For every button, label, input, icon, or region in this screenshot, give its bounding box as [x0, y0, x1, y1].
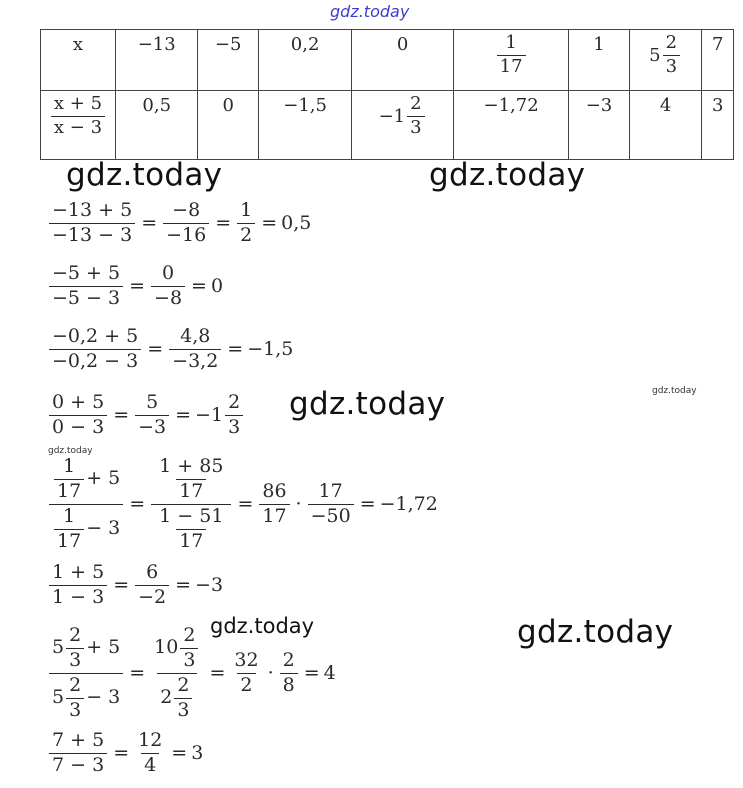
term: + 5 — [86, 467, 121, 490]
whole-part: 5 — [52, 636, 65, 659]
row-label-x: x — [41, 30, 116, 91]
numerator: x + 5 — [53, 93, 103, 114]
denominator: −50 — [308, 504, 354, 527]
numerator: 2 — [282, 648, 295, 671]
numerator: 4,8 — [180, 325, 211, 347]
table-cell: 4 — [629, 91, 702, 160]
denominator: 17 — [176, 529, 206, 552]
table-cell: 3 — [702, 91, 734, 160]
denominator: x − 3 — [51, 116, 105, 138]
whole-part: −1 — [195, 404, 224, 427]
watermark-7: gdz.today — [48, 446, 93, 456]
result: −3 — [195, 574, 224, 597]
table-cell: 0,5 — [116, 91, 198, 160]
denominator: 3 — [180, 648, 198, 671]
term: − 3 — [86, 517, 121, 540]
equation-2: $\frac{-5 + 5}{-5 - 3}$ = $\frac{0}{-8}$ = 0 — [47, 264, 223, 309]
mixed-number — [195, 393, 245, 438]
equation-8: $\frac{7 + 5}{7 - 3}$ = $\frac{12}{4}$ = 3 — [47, 731, 203, 776]
result: 0 — [210, 275, 224, 298]
watermark-1: gdz.today — [66, 157, 223, 193]
complex-fraction — [49, 626, 123, 721]
watermark-3: gdz.today — [289, 386, 446, 422]
whole-part: 2 — [160, 686, 173, 709]
fraction — [51, 95, 105, 138]
denominator: 3 — [66, 698, 84, 721]
numerator: 5 — [146, 391, 159, 413]
numerator: 1 — [505, 32, 517, 53]
watermark-4: gdz.today — [517, 614, 674, 650]
denominator: −2 — [135, 585, 169, 608]
table-cell: −5 — [198, 30, 258, 91]
table-cell: −1,5 — [258, 91, 351, 160]
fraction — [407, 95, 424, 138]
whole-part: −1 — [378, 105, 406, 127]
term: − 3 — [86, 686, 121, 709]
result: 3 — [191, 742, 204, 765]
table-cell — [453, 30, 568, 91]
numerator: 0 — [161, 262, 175, 284]
table-cell: −1,72 — [453, 91, 568, 160]
watermark-2: gdz.today — [429, 157, 586, 193]
denominator: 7 − 3 — [49, 753, 107, 776]
table-cell: −13 — [116, 30, 198, 91]
denominator: 17 — [54, 479, 84, 502]
numerator: 0 + 5 — [52, 391, 105, 413]
denominator: 3 — [225, 415, 243, 438]
numerator: −8 — [172, 199, 201, 221]
numerator: 2 — [69, 673, 82, 696]
numerator: 1 — [63, 455, 76, 477]
watermark-top: gdz.today — [330, 2, 410, 21]
result: −1,72 — [379, 493, 438, 516]
numerator: 1 + 5 — [52, 561, 105, 583]
denominator: −3,2 — [169, 349, 221, 372]
numerator: −0,2 + 5 — [52, 325, 139, 347]
denominator: 4 — [141, 753, 159, 776]
mixed-number — [379, 95, 427, 138]
result: 4 — [323, 662, 336, 685]
row-label-expression — [41, 91, 116, 160]
table-cell — [629, 30, 702, 91]
denominator: 0 − 3 — [49, 415, 107, 438]
complex-fraction — [151, 626, 203, 721]
numerator: 6 — [146, 561, 159, 583]
denominator: 17 — [176, 479, 206, 502]
equation-7: 5 $\frac{2}{3}$ + 5 5 $\frac{2}{3}$ − 3 = 10 $\frac{2}{3}$ 2 $\frac{2}{3}$ = $\frac{32}{2}$ · $\frac{2}{8}$ = 4 — [47, 626, 336, 721]
whole-part: 10 — [154, 636, 179, 659]
denominator: 2 — [237, 223, 255, 246]
fraction — [497, 34, 526, 77]
fraction — [663, 34, 680, 77]
table-cell: −3 — [569, 91, 629, 160]
numerator: 32 — [234, 648, 259, 671]
mixed-number — [649, 34, 682, 77]
whole-part: 5 — [649, 44, 661, 66]
numerator: 2 — [228, 391, 241, 413]
watermark-6: gdz.today — [652, 386, 697, 396]
equation-6: $\frac{1 + 5}{1 - 3}$ = $\frac{6}{-2}$ = −3 — [47, 563, 223, 608]
numerator: 2 — [665, 32, 678, 53]
numerator: 1 — [63, 504, 76, 527]
denominator: −8 — [151, 286, 185, 309]
numerator: −5 + 5 — [52, 262, 121, 284]
equation-3: $\frac{-0,2 + 5}{-0,2 - 3}$ = $\frac{4,8}{-3,2}$ = −1,5 — [47, 327, 293, 372]
denominator: −13 − 3 — [49, 223, 135, 246]
denominator: −0,2 − 3 — [49, 349, 141, 372]
equation-5: $\frac{1}{17}$ + 5 $\frac{1}{17}$ − 3 = $\frac{\frac{1 + 85}{17}}{\frac{1 - 51}{17}}$ = $\frac{86}{17}$ · $\frac{17}{-50}$ = −1,72 — [47, 457, 438, 552]
value-table — [40, 29, 734, 160]
numerator: 1 − 51 — [159, 504, 224, 527]
table-cell: 0 — [198, 91, 258, 160]
table-row-x — [41, 30, 734, 91]
table-cell — [352, 91, 454, 160]
result: 0,5 — [281, 212, 312, 235]
equation-1: $\frac{-13 + 5}{-13 - 3}$ = $\frac{-8}{-16}$ = $\frac{1}{2}$ = 0,5 — [47, 201, 311, 246]
whole-part: 5 — [52, 686, 65, 709]
numerator: 86 — [262, 479, 287, 502]
denominator: 17 — [497, 55, 526, 77]
equation-4: $\frac{0 + 5}{0 - 3}$ = $\frac{5}{-3}$ = −1 $\frac{2}{3}$ — [47, 393, 245, 438]
table-cell: 7 — [702, 30, 734, 91]
term: + 5 — [86, 636, 121, 659]
denominator: −3 — [135, 415, 169, 438]
numerator: 7 + 5 — [52, 729, 105, 751]
denominator: 1 − 3 — [49, 585, 107, 608]
numerator: 12 — [138, 729, 163, 751]
watermark-5: gdz.today — [210, 614, 315, 638]
denominator: 3 — [66, 648, 84, 671]
denominator: 3 — [407, 116, 424, 138]
numerator: −13 + 5 — [52, 199, 133, 221]
denominator: −5 − 3 — [49, 286, 123, 309]
numerator: 2 — [177, 673, 190, 696]
numerator: 17 — [318, 479, 343, 502]
denominator: 2 — [237, 673, 255, 696]
table-row-y — [41, 91, 734, 160]
complex-fraction — [49, 457, 123, 552]
table-cell: 0 — [352, 30, 454, 91]
result: −1,5 — [247, 338, 294, 361]
complex-fraction — [151, 457, 231, 552]
numerator: 2 — [69, 624, 82, 646]
numerator: 1 + 85 — [159, 455, 224, 477]
denominator: 8 — [280, 673, 298, 696]
denominator: 17 — [259, 504, 289, 527]
denominator: 17 — [54, 529, 84, 552]
denominator: −16 — [163, 223, 209, 246]
table-cell: 1 — [569, 30, 629, 91]
denominator: 3 — [663, 55, 680, 77]
numerator: 2 — [410, 93, 422, 114]
denominator: 3 — [174, 698, 192, 721]
numerator: 1 — [240, 199, 253, 221]
table-cell: 0,2 — [258, 30, 351, 91]
numerator: 2 — [183, 624, 196, 646]
